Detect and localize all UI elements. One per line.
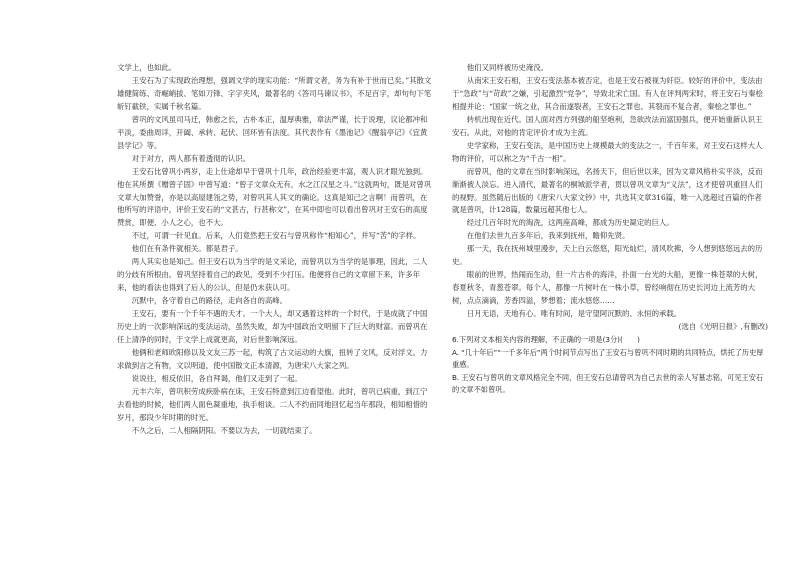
option-a bbox=[452, 347, 768, 372]
right-column bbox=[452, 62, 768, 397]
paragraph: 沉默中，各守着自己的路径，走向各自的高峰。 bbox=[131, 296, 288, 306]
paragraph: 他们又同样被历史淹没。 bbox=[466, 63, 549, 72]
right-column-paragraphs bbox=[452, 62, 768, 321]
paragraph: 从南宋王安石相，王安石变法基本被否定，也是王安石被视为奸臣。较好的评价中，变法由于“急政”与“苛政”之嫌，引起激烈“党争”，导致北宋亡国。有人在评判两宋时，将王安石与秦桧相提并论：“国家一统之业，其合而遂裂者，王安石之罪也。其裂而不复合者，秦桧之罪也。” bbox=[452, 75, 763, 111]
paragraph: 史学家称，王安石变法，是中国历史上规模最大的变法之一，千百年来，对王安石这样大人物的评价，可以称之为“千古一相”。 bbox=[452, 140, 763, 163]
left-column bbox=[117, 62, 433, 438]
paragraph: 转机出现在近代。国人面对西方列强的船坚炮利，急欲改法而富国强兵，便开始重新认识王安石。从此，对他的肯定评价才成为主流。 bbox=[452, 114, 763, 137]
paragraph: 不过，可谓一针见血。后来，人们竟然把王安石与曾巩称作“相知心”，并写“苦”的字样。 bbox=[131, 231, 421, 241]
paragraph: 眼前的世界，热闹而生动，但一片古朴的海洋，扑面一台光的大船，更像一株苍翠的大树，春夏秋冬，青葱苍翠。每个人，都像一片树叶在一株小草，曾经响彻在历史长河边上流芳的大树，点点滴滴，芳香四溢，梦想着；流水悠悠…… bbox=[452, 270, 763, 306]
paragraph: 王安石比曾巩小两岁，走上仕途却早于曾巩十几年，政治经验更丰富，观人识才眼光独到。他在其所撰《赠曾子固》中曾写道：“曾子文章众无有，水之江汉星之斗。”这就两句，既是对曾巩文章大加赞誉，亦是以高屋建瓴之势，对曾巩其人其文的确论。这真是知己之言啊！而曾巩，在他所写的评语中，评价王安石的“文甚古，行甚称文”，在其中即也可以看出曾巩对王安石的高度赞赏，即便、小人之心，也不大。 bbox=[117, 166, 432, 228]
paragraph: 他俩和老师欧阳修以及文友三苏一起，构筑了古文运动的大旗，扭转了文风，反对浮文。力求做到言之有物，文以明道，使中国散文正本清源，为唐宋八大家之列。 bbox=[117, 347, 428, 370]
paragraph: 不久之后，二人相隔阴阳。不要以为去，一切就结束了。 bbox=[131, 425, 317, 435]
question-block bbox=[452, 334, 768, 397]
question-stem: 6.下列对文本相关内容的理解，不正确的一项是(3分)( ) bbox=[452, 335, 640, 345]
source-citation: (选自《光明日报》,有删改) bbox=[678, 322, 768, 332]
paragraph: 在他们去世九百多年后，我来到抚州，瞻仰先贤。 bbox=[466, 231, 630, 241]
paragraph: 日月无语，天地有心。唯有时间，是守望阿沉默的、永恒的承载。 bbox=[466, 309, 682, 319]
option-b-label: B. bbox=[452, 372, 460, 382]
paragraph: 两人其实也是知己。但王安石以为当学的是文采论，而曾巩以为当学的是事理，因此，二人的分歧有所根由。曾巩坚持着自己的政见，受到不少打压。他便将自己的文章留下来，许多年来，他的看法也得到了后人的公认，但是仍未获认可。 bbox=[117, 257, 428, 293]
paragraph: 他们在有条件就相关。都是君子。 bbox=[131, 244, 243, 254]
paragraph: 王安石为了实现政治理想，强调文学的现实功能：“所谓文者，务为有补于世而已矣。”其散文雄健简练、奇崛峭拔、笔如刀锋、字字夹风，最著名的《答司马谏议书》，不足百字，却句句下笔斩钉截铁，实属千秋名篇。 bbox=[117, 75, 432, 111]
option-a-label: A. bbox=[452, 347, 460, 357]
paragraph: 经过几百年时光的淘洗，这两座高峰，都成为历史凝定的巨人。 bbox=[466, 218, 674, 228]
paragraph: 曾巩的文风虽司马迁，韩愈之长，古朴本正，温厚典雅，章法严谨，长于说理，议论都冲和平淡，委曲周详，开阖、承转、起伏、回环皆有法度。其代表作有《墨池记》《醒翁亭记》《宜黄县学记》等。 bbox=[117, 114, 428, 150]
option-b bbox=[452, 372, 768, 397]
option-b-text: 王安石与曾巩的文章风格完全不同，但王安石总请曾巩为自己去世的亲人写墓志铭，可见王安石的文章不如曾巩。 bbox=[452, 372, 764, 395]
paragraph: 说说往，相反依旧，各自拜谒，他们又走到了一起。 bbox=[131, 373, 302, 383]
paragraph: 那一天，我在抚州城里漫步，天上白云悠悠，阳光灿烂，清风吹拂，令人想到悠悠远去的历史。 bbox=[452, 244, 763, 267]
paragraph: 对于对方，两人都有着透彻的认识。 bbox=[131, 153, 251, 163]
paragraph: 元丰六年，曾巩积劳成疾卧病在床，王安石特意到江边看望他。此时，曾巩已病重，到江宁去看他的时候，他们两人面色凝重地，执手相谈。二人不约而同地回忆起当年那段，相知相惜的岁月，那段少年时期的时光。 bbox=[117, 386, 428, 422]
paragraph: 文学上，也如此。 bbox=[117, 63, 177, 72]
paragraph: 而曾巩，他的文章在当时影响深远，名扬天下，但后世以来，因为文章风格朴实平淡，反而渐渐被人淡忘。进入清代，最著名的桐城派学者，贯以曾巩文章为“义法”，这才使曾巩重回人们的视野。虽然随后出版的《唐宋八大家文钞》中，共选其文章316篇，唯一入选超过百篇的作者就是曾巩，计128篇，数量远超其他七人。 bbox=[452, 166, 763, 215]
option-a-text: “几十年后”“一千多年后”两个时间节点写出了王安石与曾巩不同时期的共同特点，烘托了历史厚重感。 bbox=[452, 347, 764, 370]
paragraph: 王安石，要有一个千年不遇的天才。一个大人，却又遇着这样的一个时代，于是成就了中国历史上的一次影响深远的变法运动，虽然失败，却为中国政治文明留下了巨大的财富。而曾巩在任上清净的同时，于文学上成就更高，对后世影响深远。 bbox=[117, 309, 428, 345]
